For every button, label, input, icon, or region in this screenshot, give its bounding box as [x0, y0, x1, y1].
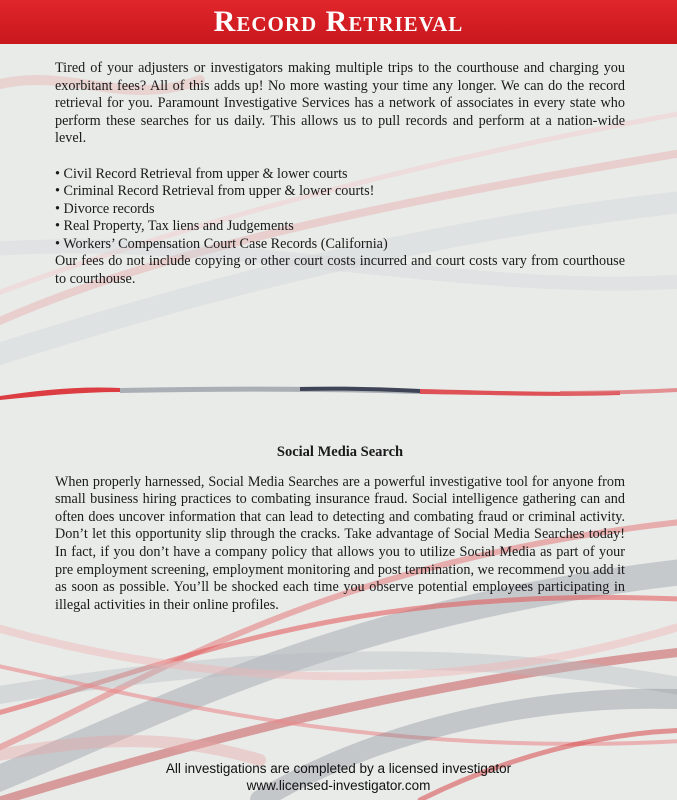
footer [0, 760, 677, 794]
list-item: • Real Property, Tax liens and Judgements [55, 218, 294, 234]
social-media-section [55, 444, 625, 614]
intro-paragraph: Tired of your adjusters or investigators making multiple trips to the courthouse and charging you exorbitant fees? All of this adds up! No more wasting your time any longer. We can do the record retrieval for you. Paramount Investigative Services has a network of associates in every state who perform these searches for us daily. This allows us to pull records and perform at a nation-wide level. [55, 60, 625, 146]
social-media-paragraph: When properly harnessed, Social Media Searches are a powerful investigative tool for anyone from small business hiring practices to combating insurance fraud. Social intelligence gathering can and often does uncover information that can lead to detecting and combating fraud or criminal activity. Don’t let this opportunity slip through the cracks. Take advantage of Social Media Searches today! In fact, if you don’t have a company policy that allows you to utilize Social Media as part of your pre employment screening, employment monitoring and post termination, we recommend you add it as soon as possible. You’ll be shocked each time you observe potential employees participating in illegal activities in their online profiles. [55, 473, 625, 613]
website-link[interactable]: www.licensed-investigator.com [246, 778, 431, 793]
page-title: Record Retrieval [213, 5, 464, 38]
fees-note: Our fees do not include copying or other court costs incurred and court costs vary from courthouse to courthouse. [55, 253, 625, 287]
list-item: • Criminal Record Retrieval from upper & lower courts! [55, 183, 375, 199]
service-list [55, 166, 625, 254]
list-item: • Civil Record Retrieval from upper & lower courts [55, 165, 348, 182]
header-banner [0, 0, 677, 44]
list-item: • Divorce records [55, 200, 155, 217]
footer-tagline: All investigations are completed by a licensed investigator [165, 761, 512, 776]
section-title: Social Media Search [276, 444, 404, 460]
list-item: • Workers’ Compensation Court Case Records (California) [55, 235, 388, 252]
record-retrieval-section [55, 60, 625, 288]
section-divider [0, 382, 677, 402]
